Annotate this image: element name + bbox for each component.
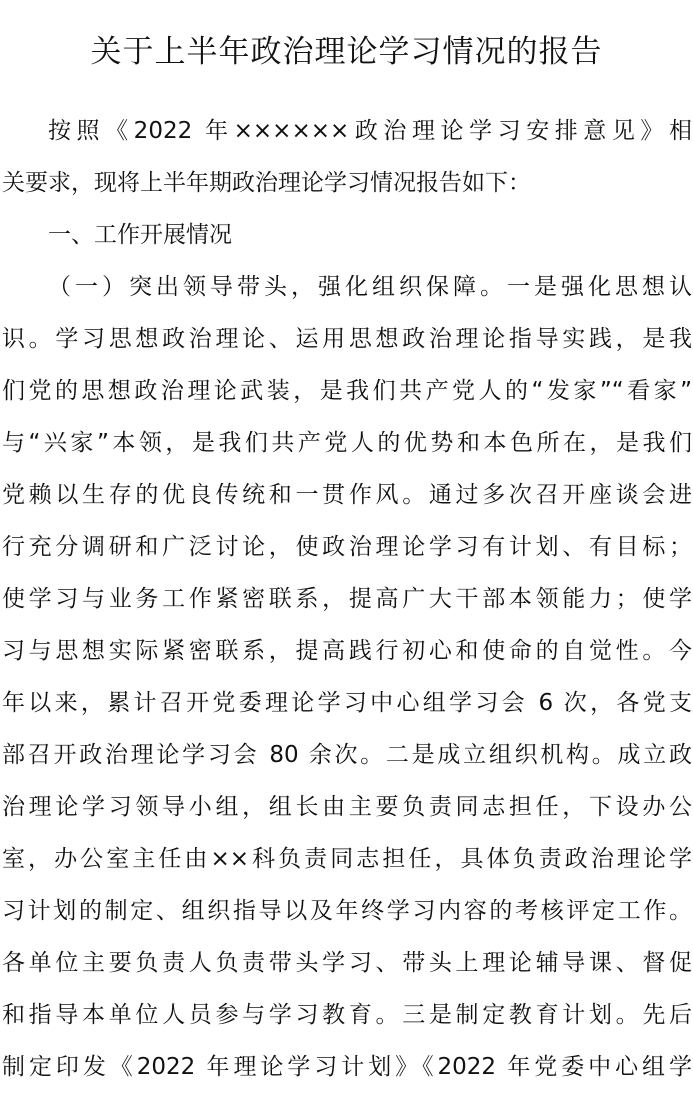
paragraph-line: 习计划的制定、组织指导以及年终学习内容的考核评定工作。: [2, 898, 692, 924]
paragraph-line: 年以来，累计召开党委理论学习中心组学习会 6 次，各党支: [2, 690, 692, 716]
paragraph-line: 和指导本单位人员参与学习教育。三是制定教育计划。先后: [2, 1002, 692, 1028]
paragraph-line: 治理论学习领导小组，组长由主要负责同志担任，下设办公: [2, 794, 692, 820]
paragraph-line: 识。学习思想政治理论、运用思想政治理论指导实践，是我: [2, 326, 692, 352]
section-heading: 一、工作开展情况: [48, 222, 232, 248]
paragraph-line: 党赖以生存的优良传统和一贯作风。通过多次召开座谈会进: [2, 482, 692, 508]
paragraph-line: 们党的思想政治理论武装，是我们共产党人的“发家”“看家”: [2, 378, 692, 404]
paragraph-line: 关要求，现将上半年期政治理论学习情况报告如下：: [2, 170, 531, 196]
document-title: 关于上半年政治理论学习情况的报告: [90, 34, 603, 70]
paragraph-line: 习与思想实际紧密联系，提高践行初心和使命的自觉性。今: [2, 638, 692, 664]
paragraph-line: 各单位主要负责人负责带头学习、带头上理论辅导课、督促: [2, 950, 692, 976]
paragraph-line: 行充分调研和广泛讨论，使政治理论学习有计划、有目标；: [2, 534, 692, 560]
paragraph-line: 室，办公室主任由××科负责同志担任，具体负责政治理论学: [2, 846, 692, 872]
paragraph-line: 按照《2022 年××××××政治理论学习安排意见》相: [48, 118, 692, 144]
paragraph-line: （一）突出领导带头，强化组织保障。一是强化思想认: [48, 274, 692, 300]
paragraph-line: 部召开政治理论学习会 80 余次。二是成立组织机构。成立政: [2, 742, 692, 768]
paragraph-line: 与“兴家”本领，是我们共产党人的优势和本色所在，是我们: [2, 430, 692, 456]
paragraph-line: 制定印发《2022 年理论学习计划》《2022 年党委中心组学: [2, 1054, 692, 1080]
paragraph-line: 使学习与业务工作紧密联系，提高广大干部本领能力；使学: [2, 586, 692, 612]
